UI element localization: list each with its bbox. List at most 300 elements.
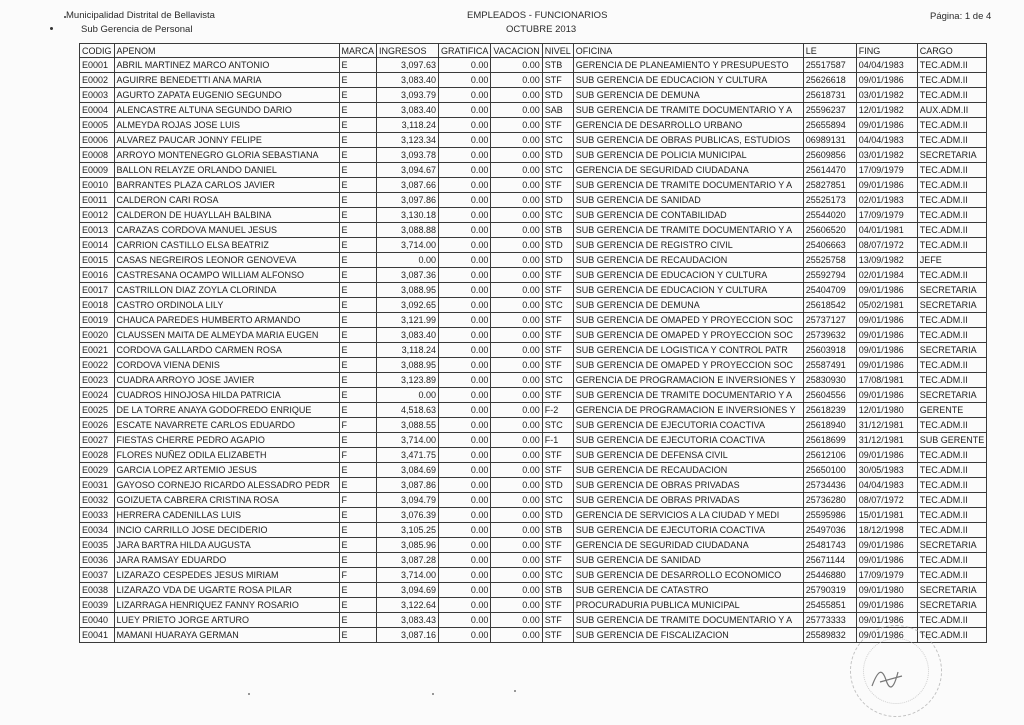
- cell-oficina: GERENCIA DE PLANEAMIENTO Y PRESUPUESTO: [573, 58, 803, 73]
- cell-le: 25737127: [803, 313, 856, 328]
- cell-fing: 12/01/1982: [856, 103, 917, 118]
- cell-gratifica: 0.00: [439, 328, 491, 343]
- cell-fing: 08/07/1972: [856, 238, 917, 253]
- table-row: [80, 493, 987, 508]
- cell-vacacion: 0.00: [491, 478, 542, 493]
- cell-ingresos: 3,087.66: [377, 178, 439, 193]
- cell-name: BARRANTES PLAZA CARLOS JAVIER: [114, 178, 339, 193]
- page-number: Página: 1 de 4: [930, 11, 992, 22]
- cell-cargo: TEC.ADM.II: [917, 73, 987, 88]
- cell-gratifica: 0.00: [439, 538, 491, 553]
- table-row: [80, 298, 987, 313]
- cell-gratifica: 0.00: [439, 208, 491, 223]
- cell-cargo: SECRETARIA: [917, 598, 987, 613]
- cell-ingresos: 3,094.69: [377, 583, 439, 598]
- cell-marca: E: [339, 283, 377, 298]
- cell-ingresos: 3,087.16: [377, 628, 439, 643]
- cell-nivel: STF: [542, 613, 573, 628]
- cell-marca: E: [339, 268, 377, 283]
- cell-oficina: SUB GERENCIA DE TRAMITE DOCUMENTARIO Y A: [573, 223, 803, 238]
- cell-fing: 04/04/1983: [856, 58, 917, 73]
- cell-code: E0018: [80, 298, 115, 313]
- cell-fing: 13/09/1982: [856, 253, 917, 268]
- cell-code: E0036: [80, 553, 115, 568]
- cell-le: 25446880: [803, 568, 856, 583]
- cell-ingresos: 3,093.79: [377, 88, 439, 103]
- cell-vacacion: 0.00: [491, 433, 542, 448]
- cell-name: ALMEYDA ROJAS JOSE LUIS: [114, 118, 339, 133]
- cell-marca: F: [339, 493, 377, 508]
- cell-cargo: SECRETARIA: [917, 148, 987, 163]
- cell-vacacion: 0.00: [491, 313, 542, 328]
- cell-vacacion: 0.00: [491, 208, 542, 223]
- cell-fing: 31/12/1981: [856, 433, 917, 448]
- cell-le: 25827851: [803, 178, 856, 193]
- cell-code: E0037: [80, 568, 115, 583]
- cell-oficina: SUB GERENCIA DE EDUCACION Y CULTURA: [573, 268, 803, 283]
- table-row: [80, 283, 987, 298]
- column-header-cargo: CARGO: [917, 44, 987, 58]
- column-header-vacacion: VACACION: [491, 44, 542, 58]
- cell-cargo: AUX.ADM.II: [917, 103, 987, 118]
- cell-name: ESCATE NAVARRETE CARLOS EDUARDO: [114, 418, 339, 433]
- cell-code: E0005: [80, 118, 115, 133]
- cell-code: E0003: [80, 88, 115, 103]
- cell-oficina: SUB GERENCIA DE OMAPED Y PROYECCION SOC: [573, 328, 803, 343]
- cell-nivel: STC: [542, 418, 573, 433]
- cell-name: ARROYO MONTENEGRO GLORIA SEBASTIANA: [114, 148, 339, 163]
- cell-ingresos: 3,083.40: [377, 328, 439, 343]
- cell-fing: 17/09/1979: [856, 208, 917, 223]
- cell-code: E0016: [80, 268, 115, 283]
- cell-name: CALDERON CARI ROSA: [114, 193, 339, 208]
- cell-fing: 03/01/1982: [856, 88, 917, 103]
- table-row: [80, 373, 987, 388]
- cell-cargo: SECRETARIA: [917, 538, 987, 553]
- cell-oficina: GERENCIA DE SERVICIOS A LA CIUDAD Y MEDI: [573, 508, 803, 523]
- cell-gratifica: 0.00: [439, 298, 491, 313]
- cell-nivel: STF: [542, 448, 573, 463]
- table-row: [80, 208, 987, 223]
- cell-ingresos: 0.00: [377, 253, 439, 268]
- table-row: [80, 553, 987, 568]
- cell-fing: 09/01/1986: [856, 343, 917, 358]
- cell-le: 25830930: [803, 373, 856, 388]
- cell-marca: E: [339, 343, 377, 358]
- table-row: [80, 253, 987, 268]
- cell-cargo: SECRETARIA: [917, 283, 987, 298]
- employee-table: [79, 43, 987, 643]
- cell-marca: E: [339, 508, 377, 523]
- cell-nivel: STD: [542, 148, 573, 163]
- cell-oficina: GERENCIA DE DESARROLLO URBANO: [573, 118, 803, 133]
- cell-name: CUADRA ARROYO JOSE JAVIER: [114, 373, 339, 388]
- cell-name: GOIZUETA CABRERA CRISTINA ROSA: [114, 493, 339, 508]
- table-row: [80, 568, 987, 583]
- cell-nivel: STF: [542, 178, 573, 193]
- cell-ingresos: 3,118.24: [377, 343, 439, 358]
- cell-ingresos: 0.00: [377, 388, 439, 403]
- cell-marca: E: [339, 298, 377, 313]
- cell-ingresos: 3,105.25: [377, 523, 439, 538]
- cell-cargo: TEC.ADM.II: [917, 508, 987, 523]
- cell-gratifica: 0.00: [439, 163, 491, 178]
- cell-le: 25525758: [803, 253, 856, 268]
- cell-le: 06989131: [803, 133, 856, 148]
- cell-fing: 09/01/1986: [856, 313, 917, 328]
- cell-name: DE LA TORRE ANAYA GODOFREDO ENRIQUE: [114, 403, 339, 418]
- cell-name: LIZARAZO CESPEDES JESUS MIRIAM: [114, 568, 339, 583]
- cell-oficina: SUB GERENCIA DE TRAMITE DOCUMENTARIO Y A: [573, 178, 803, 193]
- cell-marca: E: [339, 523, 377, 538]
- cell-gratifica: 0.00: [439, 598, 491, 613]
- cell-gratifica: 0.00: [439, 103, 491, 118]
- cell-fing: 09/01/1986: [856, 448, 917, 463]
- table-row: [80, 73, 987, 88]
- cell-nivel: STD: [542, 508, 573, 523]
- cell-ingresos: 4,518.63: [377, 403, 439, 418]
- cell-gratifica: 0.00: [439, 223, 491, 238]
- cell-oficina: GERENCIA DE SEGURIDAD CIUDADANA: [573, 538, 803, 553]
- cell-cargo: TEC.ADM.II: [917, 373, 987, 388]
- cell-oficina: SUB GERENCIA DE SANIDAD: [573, 553, 803, 568]
- cell-oficina: GERENCIA DE PROGRAMACION E INVERSIONES Y: [573, 403, 803, 418]
- cell-cargo: TEC.ADM.II: [917, 418, 987, 433]
- cell-fing: 02/01/1983: [856, 193, 917, 208]
- cell-gratifica: 0.00: [439, 493, 491, 508]
- cell-le: 25618731: [803, 88, 856, 103]
- cell-gratifica: 0.00: [439, 343, 491, 358]
- cell-fing: 09/01/1986: [856, 538, 917, 553]
- cell-le: 25604556: [803, 388, 856, 403]
- cell-marca: E: [339, 163, 377, 178]
- cell-name: ABRIL MARTINEZ MARCO ANTONIO: [114, 58, 339, 73]
- cell-ingresos: 3,088.88: [377, 223, 439, 238]
- table-row: [80, 163, 987, 178]
- cell-ingresos: 3,088.55: [377, 418, 439, 433]
- cell-cargo: TEC.ADM.II: [917, 613, 987, 628]
- cell-code: E0017: [80, 283, 115, 298]
- cell-name: FIESTAS CHERRE PEDRO AGAPIO: [114, 433, 339, 448]
- cell-code: E0013: [80, 223, 115, 238]
- table-row: [80, 88, 987, 103]
- table-row: [80, 508, 987, 523]
- cell-code: E0015: [80, 253, 115, 268]
- cell-gratifica: 0.00: [439, 358, 491, 373]
- table-row: [80, 628, 987, 643]
- cell-ingresos: 3,085.96: [377, 538, 439, 553]
- cell-name: JARA BARTRA HILDA AUGUSTA: [114, 538, 339, 553]
- cell-marca: F: [339, 568, 377, 583]
- cell-le: 25612106: [803, 448, 856, 463]
- cell-le: 25481743: [803, 538, 856, 553]
- cell-cargo: TEC.ADM.II: [917, 193, 987, 208]
- cell-code: E0004: [80, 103, 115, 118]
- cell-vacacion: 0.00: [491, 103, 542, 118]
- cell-gratifica: 0.00: [439, 628, 491, 643]
- cell-code: E0002: [80, 73, 115, 88]
- table-row: [80, 103, 987, 118]
- cell-marca: E: [339, 388, 377, 403]
- table-row: [80, 238, 987, 253]
- cell-fing: 09/01/1986: [856, 328, 917, 343]
- table-row: [80, 133, 987, 148]
- cell-marca: E: [339, 583, 377, 598]
- cell-nivel: STD: [542, 253, 573, 268]
- column-header-le: LE: [803, 44, 856, 58]
- table-row: [80, 223, 987, 238]
- signature-mark: [868, 662, 908, 692]
- cell-gratifica: 0.00: [439, 313, 491, 328]
- cell-marca: E: [339, 193, 377, 208]
- cell-nivel: STB: [542, 223, 573, 238]
- cell-code: E0040: [80, 613, 115, 628]
- cell-ingresos: 3,471.75: [377, 448, 439, 463]
- column-header-gratifica: GRATIFICA: [439, 44, 491, 58]
- cell-nivel: F-2: [542, 403, 573, 418]
- cell-gratifica: 0.00: [439, 388, 491, 403]
- cell-marca: E: [339, 88, 377, 103]
- cell-nivel: STC: [542, 373, 573, 388]
- cell-ingresos: 3,714.00: [377, 433, 439, 448]
- cell-cargo: TEC.ADM.II: [917, 553, 987, 568]
- table-row: [80, 583, 987, 598]
- cell-le: 25596237: [803, 103, 856, 118]
- column-header-name: APENOM: [114, 44, 339, 58]
- cell-le: 25609856: [803, 148, 856, 163]
- cell-vacacion: 0.00: [491, 223, 542, 238]
- cell-fing: 09/01/1986: [856, 388, 917, 403]
- cell-gratifica: 0.00: [439, 88, 491, 103]
- cell-ingresos: 3,087.86: [377, 478, 439, 493]
- cell-cargo: TEC.ADM.II: [917, 628, 987, 643]
- cell-le: 25589832: [803, 628, 856, 643]
- cell-vacacion: 0.00: [491, 373, 542, 388]
- cell-oficina: SUB GERENCIA DE FISCALIZACION: [573, 628, 803, 643]
- cell-marca: E: [339, 133, 377, 148]
- cell-le: 25790319: [803, 583, 856, 598]
- cell-fing: 31/12/1981: [856, 418, 917, 433]
- cell-oficina: SUB GERENCIA DE OMAPED Y PROYECCION SOC: [573, 313, 803, 328]
- cell-oficina: SUB GERENCIA DE DEMUNA: [573, 298, 803, 313]
- cell-gratifica: 0.00: [439, 448, 491, 463]
- cell-name: AGURTO ZAPATA EUGENIO SEGUNDO: [114, 88, 339, 103]
- cell-cargo: TEC.ADM.II: [917, 88, 987, 103]
- cell-oficina: SUB GERENCIA DE RECAUDACION: [573, 253, 803, 268]
- scan-speck: [50, 27, 53, 30]
- cell-fing: 09/01/1986: [856, 613, 917, 628]
- cell-nivel: STF: [542, 328, 573, 343]
- column-header-ingresos: INGRESOS: [377, 44, 439, 58]
- cell-cargo: TEC.ADM.II: [917, 493, 987, 508]
- cell-vacacion: 0.00: [491, 538, 542, 553]
- cell-marca: E: [339, 253, 377, 268]
- cell-code: E0035: [80, 538, 115, 553]
- cell-le: 25650100: [803, 463, 856, 478]
- cell-name: LIZARAZO VDA DE UGARTE ROSA PILAR: [114, 583, 339, 598]
- cell-fing: 30/05/1983: [856, 463, 917, 478]
- cell-marca: E: [339, 433, 377, 448]
- cell-code: E0041: [80, 628, 115, 643]
- cell-nivel: STF: [542, 628, 573, 643]
- cell-le: 25406663: [803, 238, 856, 253]
- cell-cargo: TEC.ADM.II: [917, 118, 987, 133]
- cell-code: E0020: [80, 328, 115, 343]
- cell-fing: 17/09/1979: [856, 163, 917, 178]
- cell-name: FLORES NUÑEZ ODILA ELIZABETH: [114, 448, 339, 463]
- cell-nivel: STF: [542, 598, 573, 613]
- cell-ingresos: 3,087.36: [377, 268, 439, 283]
- cell-nivel: STB: [542, 523, 573, 538]
- cell-oficina: SUB GERENCIA DE TRAMITE DOCUMENTARIO Y A: [573, 388, 803, 403]
- cell-oficina: SUB GERENCIA DE OMAPED Y PROYECCION SOC: [573, 358, 803, 373]
- table-row: [80, 388, 987, 403]
- cell-nivel: STF: [542, 268, 573, 283]
- cell-name: CLAUSSEN MAITA DE ALMEYDA MARIA EUGEN: [114, 328, 339, 343]
- cell-cargo: SECRETARIA: [917, 583, 987, 598]
- cell-name: CARRION CASTILLO ELSA BEATRIZ: [114, 238, 339, 253]
- cell-fing: 09/01/1986: [856, 118, 917, 133]
- cell-fing: 04/01/1981: [856, 223, 917, 238]
- column-header-marca: MARCA: [339, 44, 377, 58]
- cell-marca: E: [339, 148, 377, 163]
- cell-ingresos: 3,094.79: [377, 493, 439, 508]
- cell-vacacion: 0.00: [491, 598, 542, 613]
- cell-code: E0011: [80, 193, 115, 208]
- cell-nivel: STF: [542, 388, 573, 403]
- cell-marca: E: [339, 328, 377, 343]
- cell-le: 25603918: [803, 343, 856, 358]
- cell-marca: E: [339, 538, 377, 553]
- cell-vacacion: 0.00: [491, 358, 542, 373]
- cell-ingresos: 3,130.18: [377, 208, 439, 223]
- cell-vacacion: 0.00: [491, 73, 542, 88]
- cell-gratifica: 0.00: [439, 418, 491, 433]
- cell-fing: 17/08/1981: [856, 373, 917, 388]
- cell-code: E0012: [80, 208, 115, 223]
- cell-le: 25618940: [803, 418, 856, 433]
- cell-le: 25525173: [803, 193, 856, 208]
- cell-fing: 09/01/1980: [856, 583, 917, 598]
- cell-le: 25626618: [803, 73, 856, 88]
- cell-oficina: GERENCIA DE PROGRAMACION E INVERSIONES Y: [573, 373, 803, 388]
- cell-marca: E: [339, 373, 377, 388]
- cell-gratifica: 0.00: [439, 118, 491, 133]
- table-row: [80, 328, 987, 343]
- column-header-fing: FING: [856, 44, 917, 58]
- cell-cargo: TEC.ADM.II: [917, 463, 987, 478]
- cell-gratifica: 0.00: [439, 523, 491, 538]
- cell-name: BALLON RELAYZE ORLANDO DANIEL: [114, 163, 339, 178]
- cell-marca: E: [339, 238, 377, 253]
- cell-marca: E: [339, 598, 377, 613]
- cell-code: E0001: [80, 58, 115, 73]
- cell-vacacion: 0.00: [491, 628, 542, 643]
- cell-vacacion: 0.00: [491, 523, 542, 538]
- cell-oficina: SUB GERENCIA DE POLICIA MUNICIPAL: [573, 148, 803, 163]
- cell-code: E0014: [80, 238, 115, 253]
- cell-oficina: SUB GERENCIA DE DEFENSA CIVIL: [573, 448, 803, 463]
- cell-vacacion: 0.00: [491, 328, 542, 343]
- cell-vacacion: 0.00: [491, 253, 542, 268]
- cell-name: GAYOSO CORNEJO RICARDO ALESSADRO PEDR: [114, 478, 339, 493]
- cell-vacacion: 0.00: [491, 448, 542, 463]
- cell-name: ALENCASTRE ALTUNA SEGUNDO DARIO: [114, 103, 339, 118]
- cell-marca: E: [339, 103, 377, 118]
- cell-nivel: STF: [542, 73, 573, 88]
- cell-oficina: SUB GERENCIA DE EJECUTORIA COACTIVA: [573, 433, 803, 448]
- cell-name: CASTRILLON DIAZ ZOYLA CLORINDA: [114, 283, 339, 298]
- cell-nivel: STF: [542, 538, 573, 553]
- cell-nivel: STF: [542, 313, 573, 328]
- cell-ingresos: 3,122.64: [377, 598, 439, 613]
- cell-nivel: STB: [542, 583, 573, 598]
- cell-name: MAMANI HUARAYA GERMAN: [114, 628, 339, 643]
- cell-ingresos: 3,093.78: [377, 148, 439, 163]
- cell-fing: 18/12/1998: [856, 523, 917, 538]
- cell-vacacion: 0.00: [491, 238, 542, 253]
- cell-ingresos: 3,076.39: [377, 508, 439, 523]
- table-row: [80, 598, 987, 613]
- cell-oficina: SUB GERENCIA DE OBRAS PRIVADAS: [573, 478, 803, 493]
- table-row: [80, 148, 987, 163]
- cell-name: CALDERON DE HUAYLLAH BALBINA: [114, 208, 339, 223]
- cell-marca: E: [339, 208, 377, 223]
- cell-name: CHAUCA PAREDES HUMBERTO ARMANDO: [114, 313, 339, 328]
- cell-cargo: TEC.ADM.II: [917, 268, 987, 283]
- cell-fing: 09/01/1986: [856, 178, 917, 193]
- cell-gratifica: 0.00: [439, 238, 491, 253]
- table-header-row: [80, 44, 987, 58]
- cell-vacacion: 0.00: [491, 58, 542, 73]
- cell-vacacion: 0.00: [491, 508, 542, 523]
- cell-fing: 05/02/1981: [856, 298, 917, 313]
- cell-le: 25739632: [803, 328, 856, 343]
- cell-vacacion: 0.00: [491, 613, 542, 628]
- cell-oficina: SUB GERENCIA DE EDUCACION Y CULTURA: [573, 73, 803, 88]
- cell-nivel: STC: [542, 493, 573, 508]
- cell-gratifica: 0.00: [439, 433, 491, 448]
- cell-fing: 02/01/1984: [856, 268, 917, 283]
- cell-nivel: STF: [542, 358, 573, 373]
- cell-nivel: STF: [542, 118, 573, 133]
- cell-cargo: TEC.ADM.II: [917, 328, 987, 343]
- cell-nivel: STD: [542, 238, 573, 253]
- cell-gratifica: 0.00: [439, 73, 491, 88]
- cell-marca: E: [339, 73, 377, 88]
- cell-oficina: SUB GERENCIA DE EJECUTORIA COACTIVA: [573, 418, 803, 433]
- cell-code: E0039: [80, 598, 115, 613]
- cell-code: E0027: [80, 433, 115, 448]
- cell-code: E0038: [80, 583, 115, 598]
- cell-vacacion: 0.00: [491, 403, 542, 418]
- cell-cargo: TEC.ADM.II: [917, 163, 987, 178]
- cell-fing: 09/01/1986: [856, 358, 917, 373]
- cell-le: 25455851: [803, 598, 856, 613]
- cell-oficina: PROCURADURIA PUBLICA MUNICIPAL: [573, 598, 803, 613]
- cell-name: CORDOVA GALLARDO CARMEN ROSA: [114, 343, 339, 358]
- cell-gratifica: 0.00: [439, 553, 491, 568]
- cell-oficina: SUB GERENCIA DE EJECUTORIA COACTIVA: [573, 523, 803, 538]
- cell-ingresos: 3,083.40: [377, 73, 439, 88]
- cell-cargo: TEC.ADM.II: [917, 313, 987, 328]
- cell-cargo: TEC.ADM.II: [917, 448, 987, 463]
- cell-vacacion: 0.00: [491, 283, 542, 298]
- cell-le: 25587491: [803, 358, 856, 373]
- cell-le: 25592794: [803, 268, 856, 283]
- cell-le: 25618542: [803, 298, 856, 313]
- cell-marca: E: [339, 58, 377, 73]
